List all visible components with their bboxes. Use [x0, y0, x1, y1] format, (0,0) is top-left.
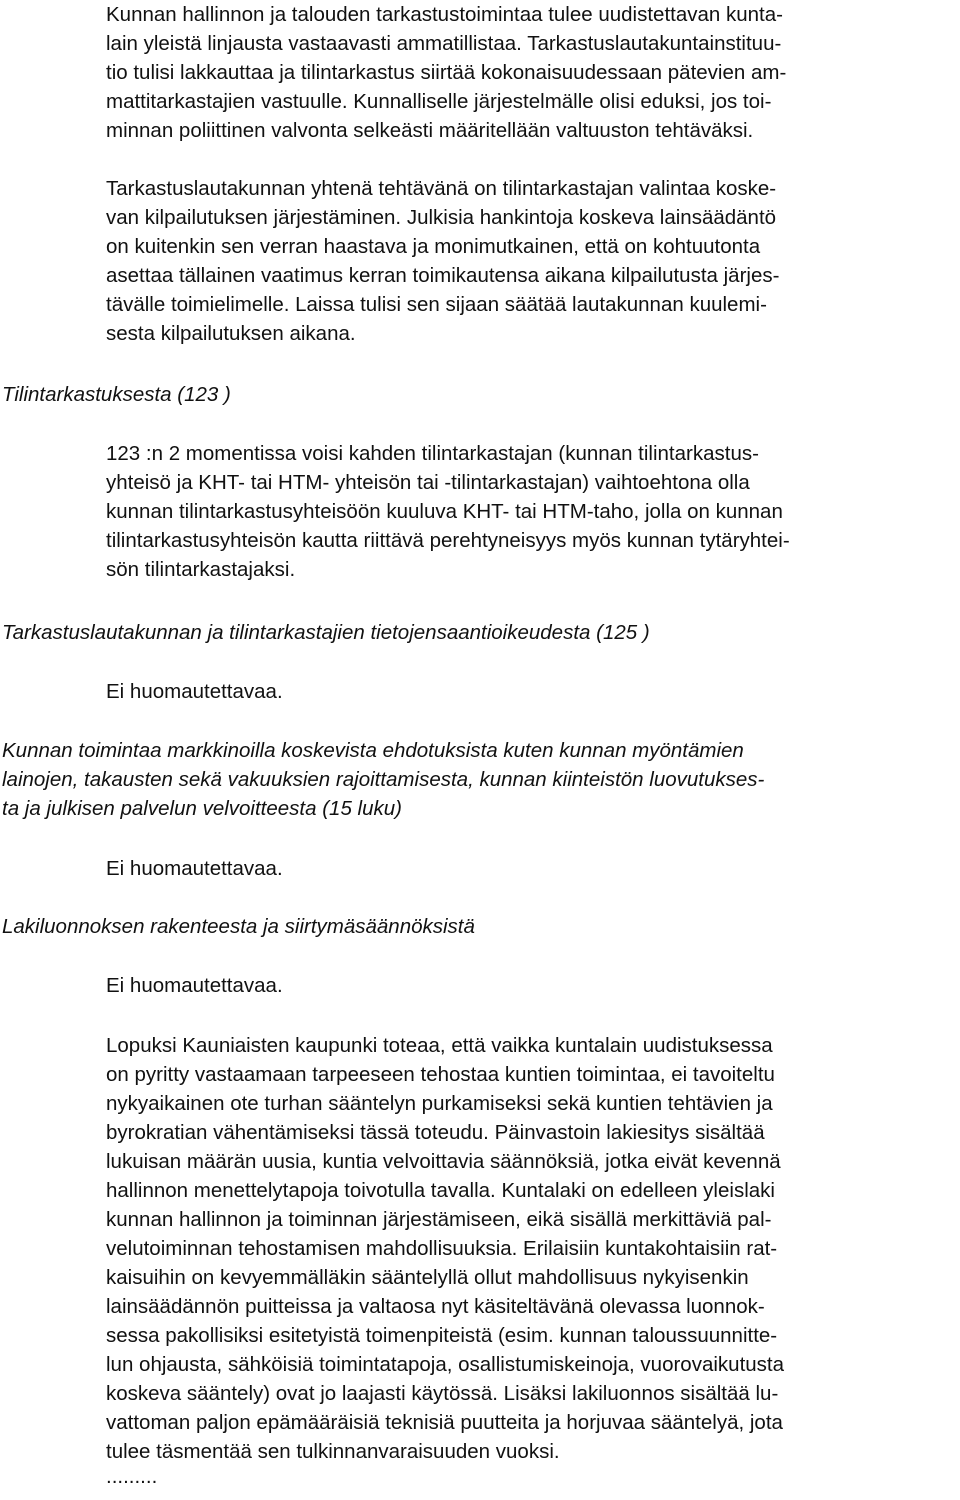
section-heading-structure: [2, 912, 952, 941]
text-line: van kilpailutuksen järjestäminen. Julkisia hankintoja koskeva lainsäädäntö: [106, 206, 777, 229]
text-line: sön tilintarkastajaksi.: [106, 558, 296, 581]
text-line: on kuitenkin sen verran haastava ja monimutkainen, että on kohtuutonta: [106, 235, 761, 258]
heading-line: ta ja julkisen palvelun velvoitteesta (15 luku): [2, 797, 402, 820]
text-line: mattitarkastajien vastuulle. Kunnalliselle järjestelmälle olisi eduksi, jos toi-: [106, 90, 772, 113]
text-line: Lopuksi Kauniaisten kaupunki toteaa, että vaikka kuntalain uudistuksessa: [106, 1034, 773, 1057]
text-line: tio tulisi lakkauttaa ja tilintarkastus siirtää kokonaisuudessaan pätevien am-: [106, 61, 787, 84]
heading-line: Kunnan toimintaa markkinoilla koskevista ehdotuksista kuten kunnan myöntämien: [2, 739, 744, 762]
text-line: vattoman paljon epämääräisiä teknisiä puutteita ja horjuvaa sääntelyä, jota: [106, 1411, 783, 1434]
text-line: Tarkastuslautakunnan yhtenä tehtävänä on tilintarkastajan valintaa koske-: [106, 177, 777, 200]
text-line: on pyritty vastaamaan tarpeeseen tehostaa kuntien toimintaa, ei tavoiteltu: [106, 1063, 775, 1086]
text-line: tilintarkastusyhteisön kautta riittävä perehtyneisyys myös kunnan tytäryhtei-: [106, 529, 790, 552]
text-line: koskeva sääntely) ovat jo laajasti käytössä. Lisäksi lakiluonnos sisältää lu-: [106, 1382, 779, 1405]
text-line: lun ohjausta, sähköisiä toimintatapoja, osallistumiskeinoja, vuorovaikutusta: [106, 1353, 785, 1376]
text-line: yhteisö ja KHT- tai HTM- yhteisön tai -tilintarkastajan) vaihtoehtona olla: [106, 471, 750, 494]
text-line: lainsäädännön puitteissa ja valtaosa nyt käsiteltävänä olevassa luonnok-: [106, 1295, 765, 1318]
text-line: lukuisan määrän uusia, kuntia velvoittavia säännöksiä, jotka eivät kevennä: [106, 1150, 781, 1173]
text-line: sessa pakollisiksi esitetyistä toimenpiteistä (esim. kunnan taloussuunnitte-: [106, 1324, 778, 1347]
text-line: kunnan tilintarkastusyhteisöön kuuluva KHT- tai HTM-taho, jolla on kunnan: [106, 500, 783, 523]
heading-line: lainojen, takausten sekä vakuuksien rajoittamisesta, kunnan kiinteistön luovutukses-: [2, 768, 765, 791]
section-heading-information-rights: [2, 618, 952, 647]
text-line: tulee täsmentää sen tulkinnanvaraisuuden vuoksi.: [106, 1440, 560, 1463]
text-line: byrokratian vähentämiseksi tässä toteudu. Päinvastoin lakiesitys sisältää: [106, 1121, 765, 1144]
text-line: tävälle toimielimelle. Laissa tulisi sen sijaan säätää lautakunnan kuulemi-: [106, 293, 767, 316]
paragraph-conclusion: [106, 1031, 946, 1488]
paragraph-no-comment-3: [106, 971, 946, 1000]
text-line: 123 :n 2 momentissa voisi kahden tilintarkastajan (kunnan tilintarkastus-: [106, 442, 759, 465]
paragraph-competition: [106, 174, 946, 348]
continuation-dots: .........: [106, 1465, 158, 1488]
text-line: minnan poliittinen valvonta selkeästi määritellään valtuuston tehtäväksi.: [106, 119, 754, 142]
heading-line: Tarkastuslautakunnan ja tilintarkastajien tietojensaantioikeudesta (125 ): [2, 621, 650, 644]
text-line: sesta kilpailutuksen aikana.: [106, 322, 356, 345]
paragraph-no-comment-2: [106, 854, 946, 883]
text-line: velutoiminnan tehostamisen mahdollisuuksia. Erilaisiin kuntakohtaisiin rat-: [106, 1237, 778, 1260]
text-line: Ei huomautettavaa.: [106, 857, 283, 880]
text-line: kaisuihin on kevyemmälläkin sääntelyllä ollut mahdollisuus nykyisenkin: [106, 1266, 749, 1289]
section-heading-market-activity: [2, 736, 952, 823]
heading-line: Lakiluonnoksen rakenteesta ja siirtymäsäännöksistä: [2, 915, 475, 938]
text-line: lain yleistä linjausta vastaavasti ammatillistaa. Tarkastuslautakuntainstituu-: [106, 32, 782, 55]
paragraph-section-123: [106, 439, 946, 584]
heading-line: Tilintarkastuksesta (123 ): [2, 383, 231, 406]
text-line: Ei huomautettavaa.: [106, 680, 283, 703]
text-line: nykyaikainen ote turhan sääntelyn purkamiseksi sekä kuntien tehtävien ja: [106, 1092, 773, 1115]
text-line: Kunnan hallinnon ja talouden tarkastustoimintaa tulee uudistettavan kunta-: [106, 3, 783, 26]
section-heading-audit: [2, 380, 952, 409]
text-line: hallinnon menettelytapoja toivotulla tavalla. Kuntalaki on edelleen yleislaki: [106, 1179, 775, 1202]
text-line: Ei huomautettavaa.: [106, 974, 283, 997]
paragraph-audit-reform: [106, 0, 946, 145]
text-line: asettaa tällainen vaatimus kerran toimikautensa aikana kilpailutusta järjes-: [106, 264, 780, 287]
text-line: kunnan hallinnon ja toiminnan järjestämiseen, eikä sisällä merkittäviä pal-: [106, 1208, 772, 1231]
paragraph-no-comment-1: [106, 677, 946, 706]
